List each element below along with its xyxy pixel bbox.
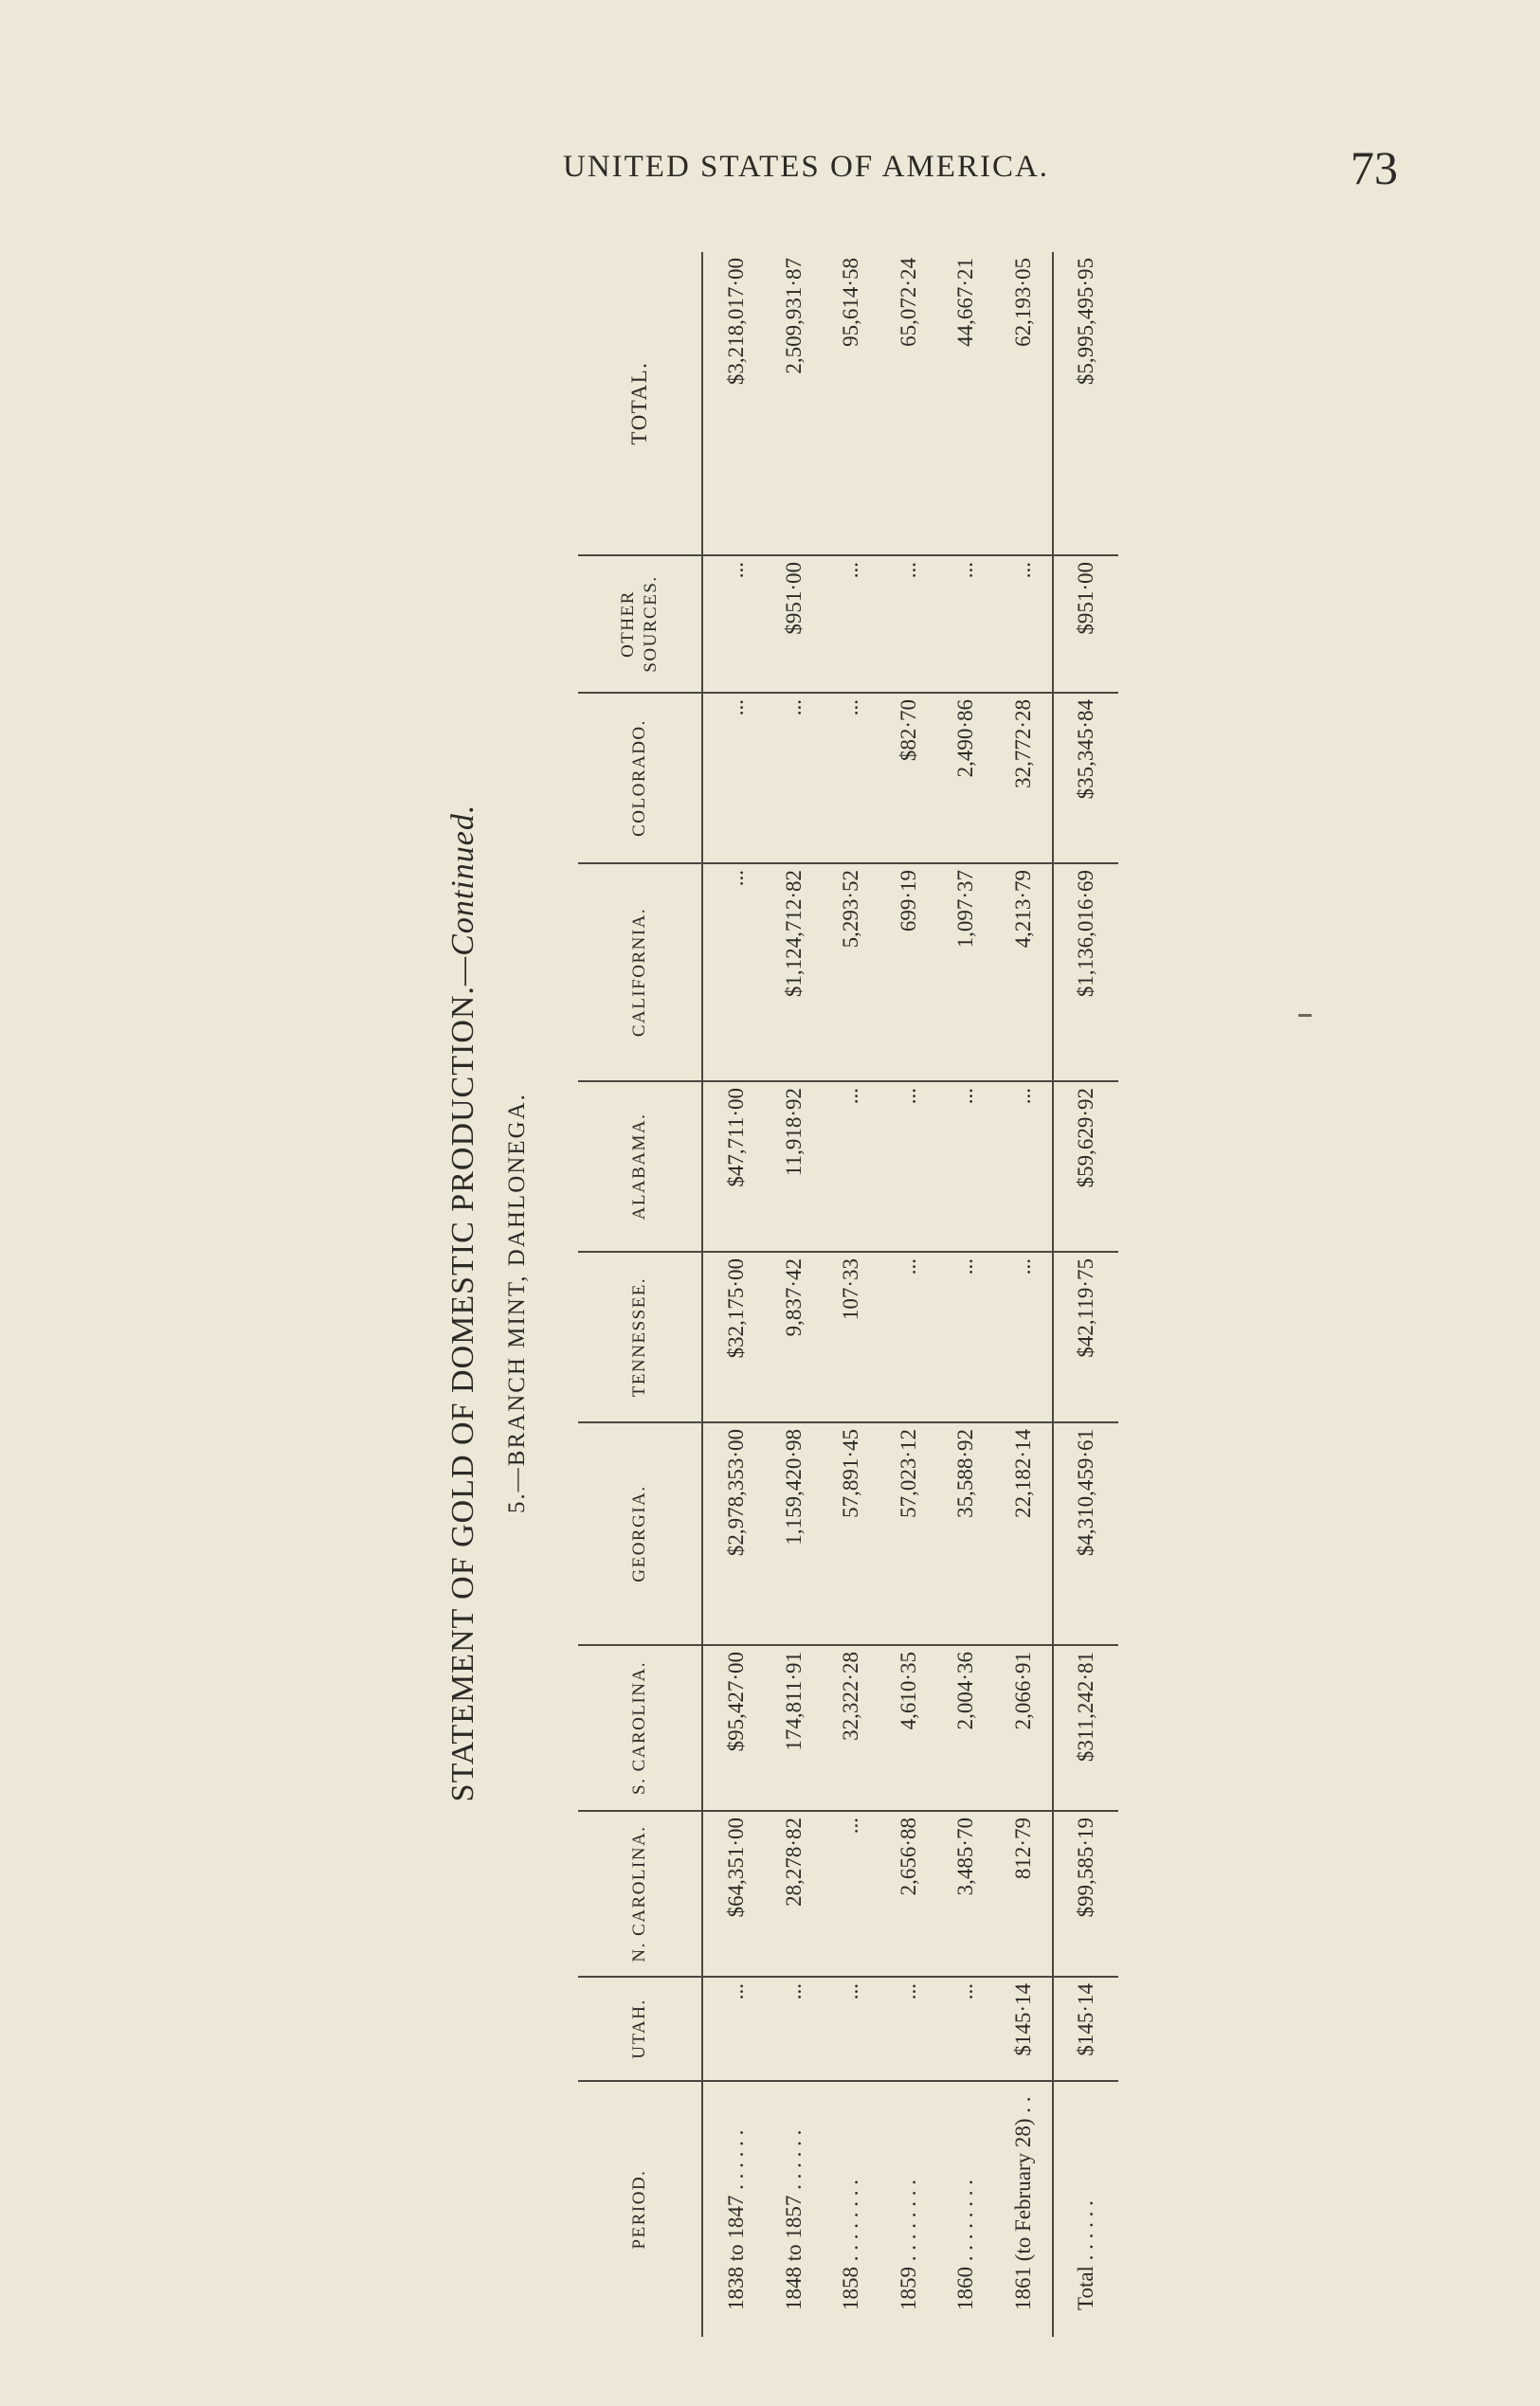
total-cell: $42,119·75 [1053, 1252, 1118, 1422]
value-cell: 11,918·92 [766, 1081, 823, 1252]
period-cell: 1848 to 1857 . . . . . . [781, 2129, 806, 2310]
value-cell: $47,711·00 [702, 1081, 766, 1252]
value-cell: $32,175·00 [702, 1252, 766, 1422]
total-cell: $951·00 [1053, 555, 1118, 693]
period-cell: 1838 to 1847 . . . . . . [723, 2129, 748, 2310]
value-cell: $95,427·00 [702, 1645, 766, 1811]
total-cell: $4,310,459·61 [1053, 1422, 1118, 1645]
value-cell: $64,351·00 [702, 1811, 766, 1977]
value-cell: 32,322·28 [823, 1645, 879, 1811]
col-header-georgia: GEORGIA. [578, 1422, 702, 1645]
total-row [1053, 252, 1118, 2337]
value-cell: ... [823, 1081, 879, 1252]
total-label-cell: Total . . . . . . [1053, 2081, 1118, 2337]
total-cell: $5,995,495·95 [1053, 252, 1118, 555]
table-row [702, 252, 766, 2337]
value-cell: ... [937, 1977, 994, 2081]
col-header-period: PERIOD. [578, 2081, 702, 2337]
value-cell: 699·19 [879, 863, 936, 1081]
value-cell: ... [823, 1811, 879, 1977]
value-cell: ... [937, 1252, 994, 1422]
table-row [994, 252, 1053, 2337]
col-header-n-carolina: N. CAROLINA. [578, 1811, 702, 1977]
period-cell: 1859 . . . . . . . . [896, 2180, 920, 2310]
value-cell: 2,004·36 [937, 1645, 994, 1811]
value-cell: 57,891·45 [823, 1422, 879, 1645]
statement-subtitle: 5.—BRANCH MINT, DAHLONEGA. [504, 1093, 530, 1513]
margin-mark [1298, 1014, 1312, 1017]
value-cell: 62,193·05 [994, 252, 1053, 555]
period-cell: 1860 . . . . . . . . [953, 2180, 978, 2310]
total-cell: $99,585·19 [1053, 1811, 1118, 1977]
value-cell: ... [994, 1252, 1053, 1422]
value-cell: $145·14 [994, 1977, 1053, 2081]
statement-title-text: STATEMENT OF GOLD OF DOMESTIC PRODUCTION. [445, 986, 480, 1802]
value-cell: 5,293·52 [823, 863, 879, 1081]
statement-title-continued: —Continued. [445, 804, 480, 986]
table-row [766, 252, 823, 2337]
col-header-s-carolina: S. CAROLINA. [578, 1645, 702, 1811]
value-cell: ... [994, 1081, 1053, 1252]
value-cell: 2,066·91 [994, 1645, 1053, 1811]
value-cell: 9,837·42 [766, 1252, 823, 1422]
value-cell: $951·00 [766, 555, 823, 693]
value-cell: ... [879, 1977, 936, 2081]
value-cell: 174,811·91 [766, 1645, 823, 1811]
col-header-alabama: ALABAMA. [578, 1081, 702, 1252]
value-cell: 1,159,420·98 [766, 1422, 823, 1645]
value-cell: ... [823, 693, 879, 863]
page-number: 73 [1350, 141, 1398, 194]
running-title: UNITED STATES OF AMERICA. [563, 150, 1050, 184]
col-header-colorado: COLORADO. [578, 693, 702, 863]
total-cell: $35,345·84 [1053, 693, 1118, 863]
period-cell: 1858 . . . . . . . . [839, 2180, 863, 2310]
value-cell: 107·33 [823, 1252, 879, 1422]
value-cell: ... [994, 555, 1053, 693]
value-cell: $82·70 [879, 693, 936, 863]
value-cell: 2,490·86 [937, 693, 994, 863]
total-cell: $1,136,016·69 [1053, 863, 1118, 1081]
value-cell: ... [766, 693, 823, 863]
value-cell: $1,124,712·82 [766, 863, 823, 1081]
col-header-california: CALIFORNIA. [578, 863, 702, 1081]
value-cell: 95,614·58 [823, 252, 879, 555]
value-cell: ... [823, 1977, 879, 2081]
value-cell: 65,072·24 [879, 252, 936, 555]
total-cell: $311,242·81 [1053, 1645, 1118, 1811]
value-cell: 4,610·35 [879, 1645, 936, 1811]
value-cell: 812·79 [994, 1811, 1053, 1977]
value-cell: $3,218,017·00 [702, 252, 766, 555]
value-cell: 57,023·12 [879, 1422, 936, 1645]
production-table [578, 252, 1118, 2337]
value-cell: 32,772·28 [994, 693, 1053, 863]
value-cell: ... [879, 555, 936, 693]
rotated-statement [445, 246, 1128, 2360]
col-header-other-sources: OTHER SOURCES. [578, 555, 702, 693]
value-cell: 44,667·21 [937, 252, 994, 555]
total-cell: $59,629·92 [1053, 1081, 1118, 1252]
table-row [879, 252, 936, 2337]
total-cell: $145·14 [1053, 1977, 1118, 2081]
table-row [823, 252, 879, 2337]
value-cell: 22,182·14 [994, 1422, 1053, 1645]
value-cell: ... [702, 863, 766, 1081]
value-cell: ... [937, 555, 994, 693]
col-header-total: TOTAL. [578, 252, 702, 555]
period-cell: 1861 (to February 28) . . [1010, 2096, 1035, 2310]
value-cell: 2,509,931·87 [766, 252, 823, 555]
value-cell: 35,588·92 [937, 1422, 994, 1645]
value-cell: ... [879, 1252, 936, 1422]
value-cell: ... [823, 555, 879, 693]
page-header [0, 140, 1540, 197]
production-table-wrapper [578, 252, 1118, 2337]
col-header-tennessee: TENNESSEE. [578, 1252, 702, 1422]
value-cell: $2,978,353·00 [702, 1422, 766, 1645]
value-cell: ... [937, 1081, 994, 1252]
value-cell: 3,485·70 [937, 1811, 994, 1977]
value-cell: 1,097·37 [937, 863, 994, 1081]
value-cell: ... [702, 1977, 766, 2081]
value-cell: ... [879, 1081, 936, 1252]
value-cell: 2,656·88 [879, 1811, 936, 1977]
value-cell: 4,213·79 [994, 863, 1053, 1081]
value-cell: ... [766, 1977, 823, 2081]
table-row [937, 252, 994, 2337]
value-cell: 28,278·82 [766, 1811, 823, 1977]
header-row [578, 252, 702, 2337]
value-cell: ... [702, 555, 766, 693]
statement-title [445, 246, 481, 2360]
col-header-utah: UTAH. [578, 1977, 702, 2081]
value-cell: ... [702, 693, 766, 863]
